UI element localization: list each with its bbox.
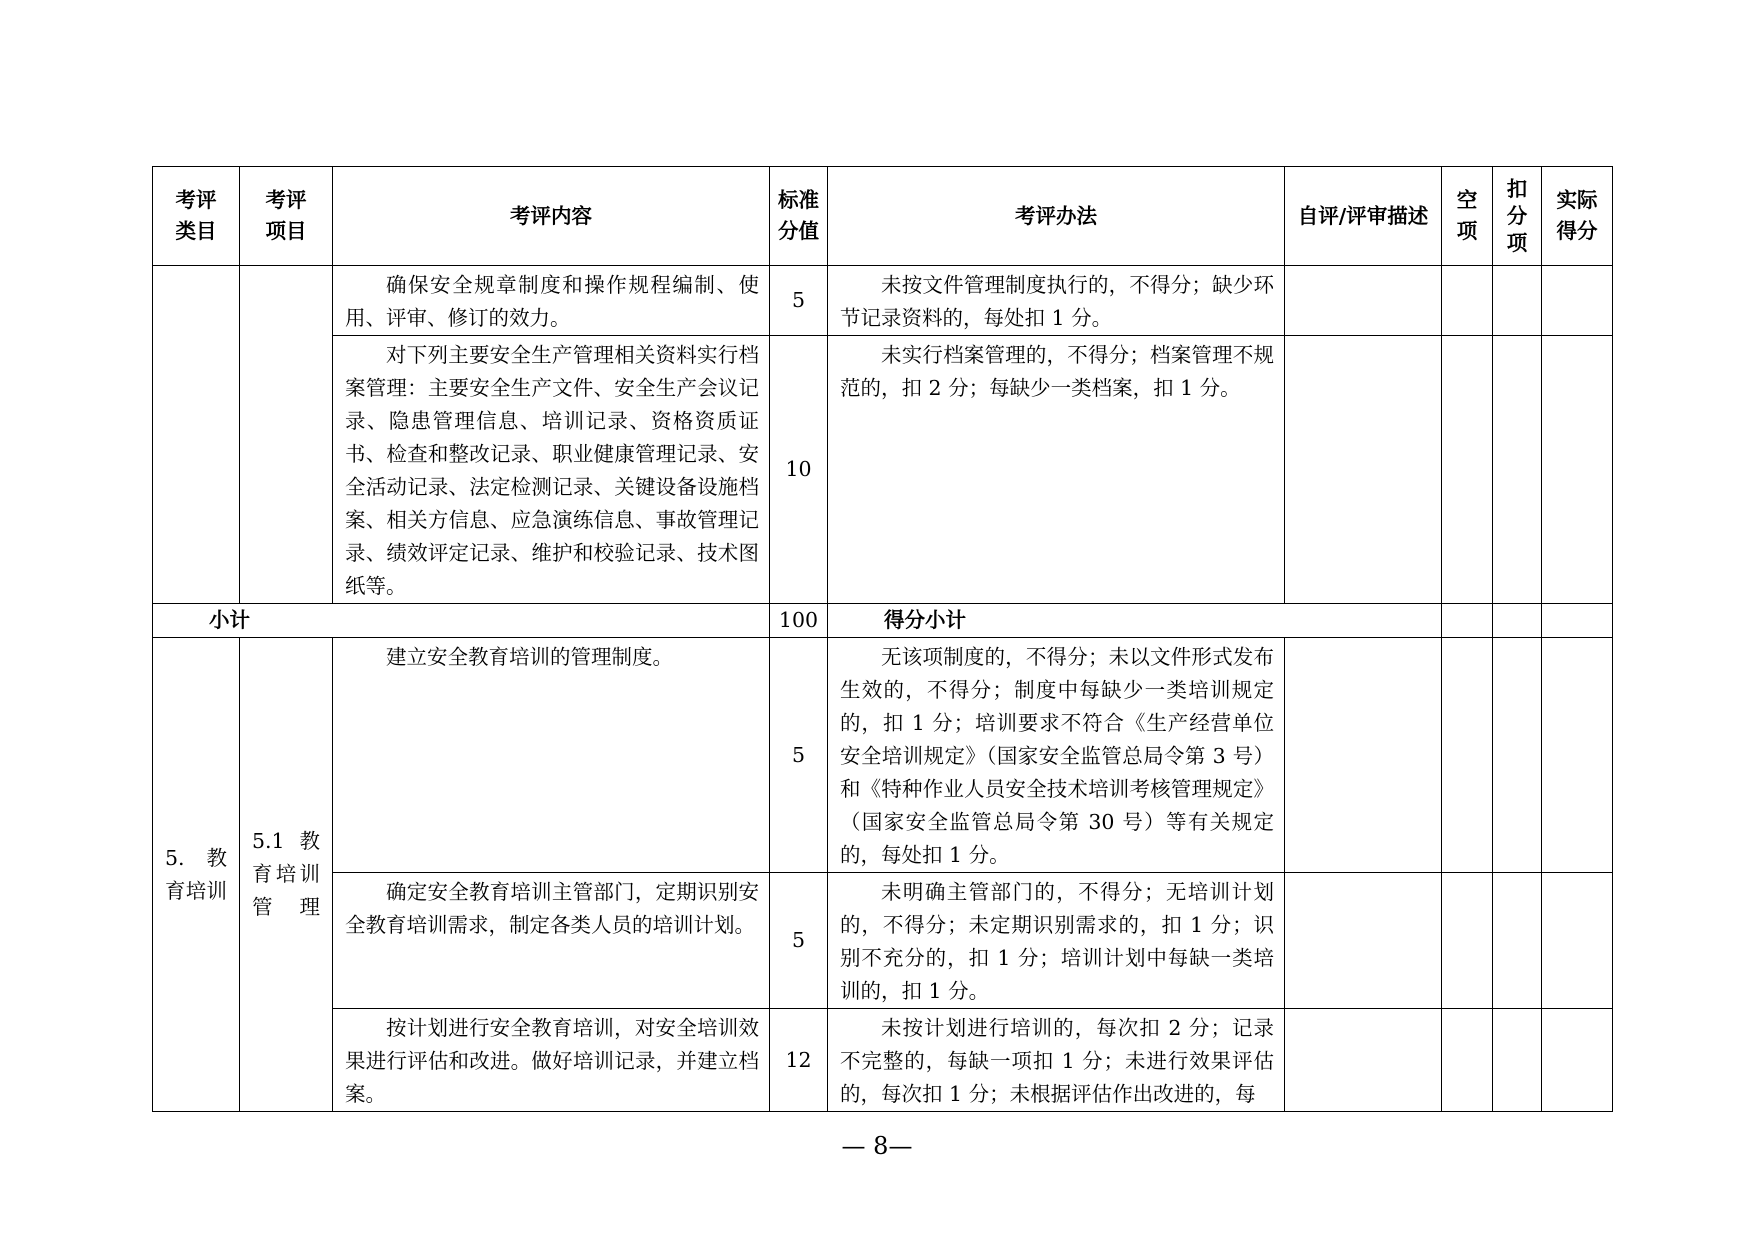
empty-item-cell: [1442, 266, 1493, 336]
score-cell: 5: [770, 873, 828, 1009]
deduct-item-cell: [1493, 604, 1542, 638]
self-review-cell: [1285, 1009, 1442, 1112]
table-row: [153, 638, 1613, 873]
score-cell: 5: [770, 638, 828, 873]
header-deduct-item: 扣 分 项: [1493, 167, 1542, 266]
score-cell: 5: [770, 266, 828, 336]
content-cell: 确定安全教育培训主管部门，定期识别安全教育培训需求，制定各类人员的培训计划。: [333, 873, 770, 1009]
page-number: — 8—: [841, 1132, 913, 1160]
category-cell-empty: [153, 266, 240, 604]
header-actual-score: 实际 得分: [1542, 167, 1613, 266]
empty-item-cell: [1442, 638, 1493, 873]
deduct-item-cell: [1493, 266, 1542, 336]
subtotal-label: 小计: [153, 604, 770, 638]
actual-score-cell: [1542, 266, 1613, 336]
header-standard-score: 标准 分值: [770, 167, 828, 266]
content-cell: 按计划进行安全教育培训，对安全培训效果进行评估和改进。做好培训记录，并建立档案。: [333, 1009, 770, 1112]
empty-item-cell: [1442, 1009, 1493, 1112]
subtotal-method-label: 得分小计: [828, 604, 1442, 638]
self-review-cell: [1285, 873, 1442, 1009]
category-cell: 5. 教育培训: [153, 638, 240, 1112]
actual-score-cell: [1542, 873, 1613, 1009]
deduct-item-cell: [1493, 1009, 1542, 1112]
empty-item-cell: [1442, 873, 1493, 1009]
subtotal-score: 100: [770, 604, 828, 638]
method-cell: 未明确主管部门的，不得分；无培训计划的，不得分；未定期识别需求的，扣 1 分；识别不充分的，扣 1 分；培训计划中每缺一类培训的，扣 1 分。: [828, 873, 1285, 1009]
self-review-cell: [1285, 638, 1442, 873]
deduct-item-cell: [1493, 638, 1542, 873]
item-cell: 5.1 教育培训管理: [240, 638, 333, 1112]
table-row: [153, 266, 1613, 336]
table-row: [153, 336, 1613, 604]
subtotal-row: [153, 604, 1613, 638]
item-cell-empty: [240, 266, 333, 604]
score-cell: 10: [770, 336, 828, 604]
header-content: 考评内容: [333, 167, 770, 266]
header-empty-item: 空 项: [1442, 167, 1493, 266]
self-review-cell: [1285, 266, 1442, 336]
actual-score-cell: [1542, 604, 1613, 638]
content-cell: 建立安全教育培训的管理制度。: [333, 638, 770, 873]
method-cell: 未实行档案管理的，不得分；档案管理不规范的，扣 2 分；每缺少一类档案，扣 1 分。: [828, 336, 1285, 604]
method-cell: 未按计划进行培训的，每次扣 2 分；记录不完整的，每缺一项扣 1 分；未进行效果评估的，每次扣 1 分；未根据评估作出改进的，每: [828, 1009, 1285, 1112]
table-row: [153, 1009, 1613, 1112]
self-review-cell: [1285, 336, 1442, 604]
header-item: 考评 项目: [240, 167, 333, 266]
empty-item-cell: [1442, 336, 1493, 604]
method-cell: 未按文件管理制度执行的，不得分；缺少环节记录资料的，每处扣 1 分。: [828, 266, 1285, 336]
table-row: [153, 873, 1613, 1009]
actual-score-cell: [1542, 1009, 1613, 1112]
header-self-review: 自评/评审描述: [1285, 167, 1442, 266]
deduct-item-cell: [1493, 873, 1542, 1009]
method-cell: 无该项制度的，不得分；未以文件形式发布生效的，不得分；制度中每缺少一类培训规定的，扣 1 分；培训要求不符合《生产经营单位安全培训规定》（国家安全监管总局令第 3 号）和《特种作业人员安全技术培训考核管理规定》（国家安全监管总局令第 30 号）等有关规定的，每处扣 1 分。: [828, 638, 1285, 873]
score-cell: 12: [770, 1009, 828, 1112]
actual-score-cell: [1542, 336, 1613, 604]
empty-item-cell: [1442, 604, 1493, 638]
deduct-item-cell: [1493, 336, 1542, 604]
header-row: [153, 167, 1613, 266]
content-cell: 对下列主要安全生产管理相关资料实行档案管理：主要安全生产文件、安全生产会议记录、隐患管理信息、培训记录、资格资质证书、检查和整改记录、职业健康管理记录、安全活动记录、法定检测记录、关键设备设施档案、相关方信息、应急演练信息、事故管理记录、绩效评定记录、维护和校验记录、技术图纸等。: [333, 336, 770, 604]
evaluation-table: [152, 166, 1613, 1112]
actual-score-cell: [1542, 638, 1613, 873]
content-cell: 确保安全规章制度和操作规程编制、使用、评审、修订的效力。: [333, 266, 770, 336]
header-category: 考评 类目: [153, 167, 240, 266]
header-method: 考评办法: [828, 167, 1285, 266]
